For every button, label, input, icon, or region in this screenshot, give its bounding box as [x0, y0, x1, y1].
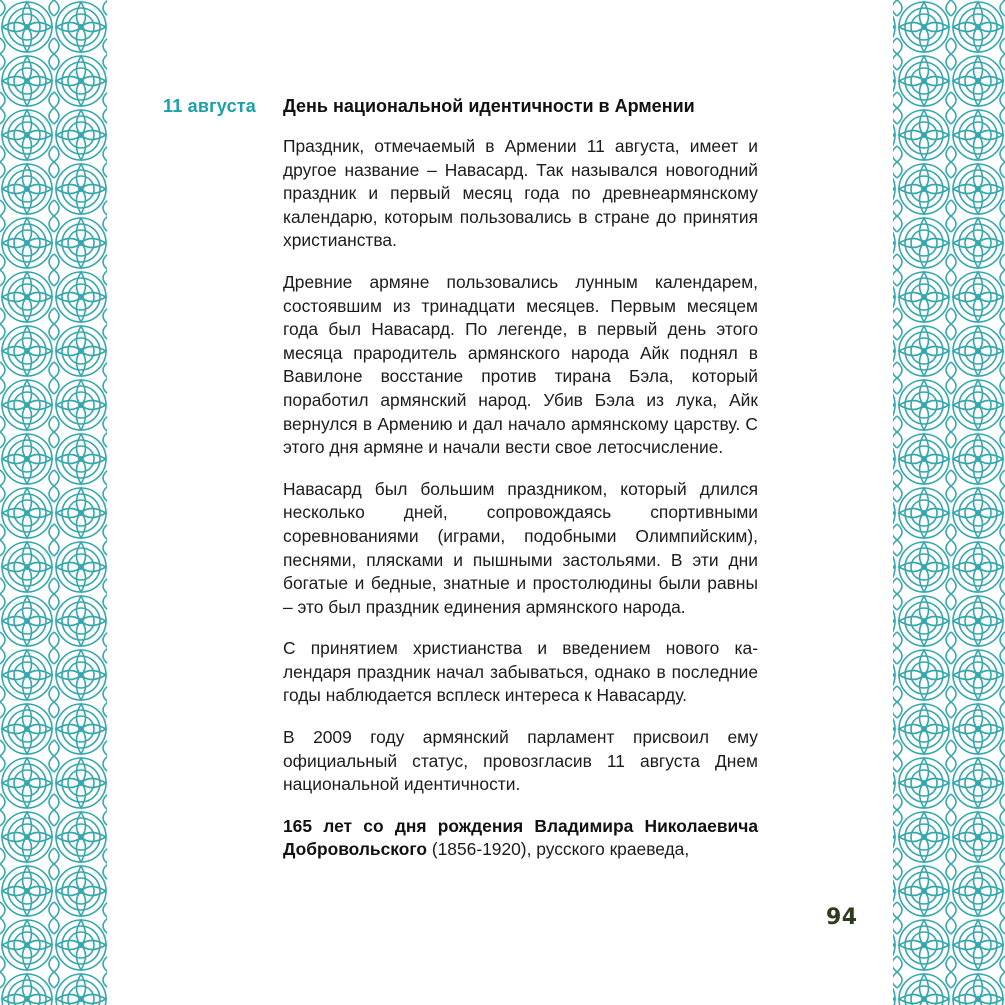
decorative-border-left: [0, 0, 107, 1005]
anniversary-heading: 165 лет со дня рождения Владимира Николаевича Добровольского: [283, 815, 758, 860]
paragraph-4: С принятием христианства и введением нового календаря праздник начал забываться, однако в последние годы наблюдается всплеск интереса к Навасарду.: [283, 638, 758, 706]
event-date: 11 августа: [163, 96, 257, 116]
paragraph-3: Навасард был большим праздником, который длился несколько дней, сопровождаясь спортивными соревнованиями (играми, подобными Олимпийским), песнями, плясками и пышными застольями. В эти дни богатые и бедные, знатные и простолюдины были равны – это был праздник единения армянского народа.: [283, 478, 758, 617]
paragraph-2: Древние армяне пользовались лунным календарем, состоявшим из тринадцати месяцев. Первым месяцем года был Навасард. По легенде, в первый день этого месяца прародитель армянского народа Айк поднял в Вавилоне восстание против тирана Бэла, который поработил армянский народ. Убив Бэла из лука, Айк вернулся в Армению и дал начало армянскому царству. С этого дня армяне и начали вести свое летосчисление.: [283, 271, 758, 458]
page-number: 94: [826, 905, 858, 930]
decorative-border-right: [893, 0, 1005, 1005]
paragraph-6: [283, 815, 758, 862]
anniversary-text: (1856-1920), русского краеведа,: [427, 839, 690, 860]
article-body: [283, 135, 758, 880]
paragraph-5: В 2009 году армянский парламент присвоил ему официальный статус, провозгласив 11 августа Днем национальной идентичности.: [283, 727, 758, 795]
paragraph-1: Праздник, отмечаемый в Армении 11 августа, имеет и другое название – Навасард. Так назывался новогодний праздник и первый месяц года по древнеармянскому календарю, которым пользовались в стране до принятия христианства.: [283, 136, 758, 251]
event-title: День национальной идентичности в Армении: [283, 96, 695, 116]
